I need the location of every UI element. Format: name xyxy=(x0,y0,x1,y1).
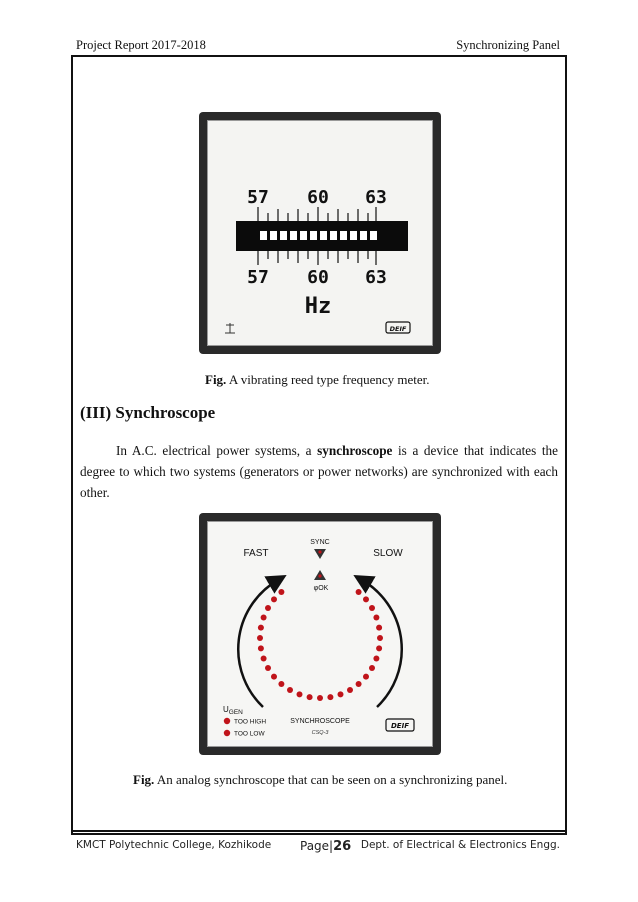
footer-page-number: 26 xyxy=(333,839,352,854)
ring-led xyxy=(287,687,293,693)
ring-led xyxy=(356,589,362,595)
header-left: Project Report 2017-2018 xyxy=(76,38,206,52)
sync-led-top xyxy=(318,550,321,553)
scale-bottom-57: 57 xyxy=(247,267,269,288)
scale-bottom-63: 63 xyxy=(365,267,387,288)
synchroscope-image xyxy=(199,513,441,755)
frequency-meter-image xyxy=(199,112,441,354)
sync-label: SYNC xyxy=(310,539,330,546)
para-text-after: is a device that indicates the degree to which two systems (generators or power networks) are synchronized with each other. xyxy=(80,443,558,500)
deif-logo-2: DEIF xyxy=(391,722,409,730)
ring-led xyxy=(261,615,267,621)
synchroscope-model: CSQ-3 xyxy=(311,730,329,736)
ring-led xyxy=(373,615,379,621)
ring-led xyxy=(278,681,284,687)
ring-led xyxy=(317,695,323,701)
too-low-led xyxy=(224,730,230,736)
bottom-ticks xyxy=(258,251,376,265)
ring-led xyxy=(369,665,375,671)
footer-rule xyxy=(71,830,567,832)
ring-led xyxy=(347,687,353,693)
footer-rule-2 xyxy=(71,833,567,835)
synchroscope-face xyxy=(207,521,433,747)
ring-led xyxy=(327,694,333,700)
scale-bottom-60: 60 xyxy=(307,267,329,288)
ring-led xyxy=(338,691,344,697)
ring-led xyxy=(297,691,303,697)
footer-page-label: Page| xyxy=(300,839,334,853)
ugen-sub: GEN xyxy=(228,709,243,716)
footer-right: Dept. of Electrical & Electronics Engg. xyxy=(360,839,560,851)
ring-led xyxy=(356,681,362,687)
led-ring xyxy=(257,589,383,701)
ring-led xyxy=(376,645,382,651)
footer-left: KMCT Polytechnic College, Kozhikode xyxy=(76,839,272,851)
top-ticks xyxy=(258,207,376,221)
too-high-led xyxy=(224,718,230,724)
antenna-icon xyxy=(225,323,235,333)
ring-led xyxy=(265,605,271,611)
figure1-caption-label: Fig. xyxy=(205,372,227,387)
figure2-caption-label: Fig. xyxy=(133,772,155,787)
header-right: Synchronizing Panel xyxy=(456,38,560,52)
ring-led xyxy=(265,665,271,671)
footer-page xyxy=(300,839,351,854)
slow-label: SLOW xyxy=(373,548,403,559)
ring-led xyxy=(258,625,264,631)
ring-led xyxy=(376,625,382,631)
section-paragraph xyxy=(80,440,558,503)
ugen-label: $U_{GEN}$ xyxy=(223,705,243,716)
synchroscope-name: SYNCHROSCOPE xyxy=(290,718,350,725)
para-bold-term: synchroscope xyxy=(317,443,393,458)
scale-top-60: 60 xyxy=(307,187,329,208)
frequency-meter-face xyxy=(207,120,433,346)
ring-led xyxy=(271,674,277,680)
ring-led xyxy=(363,596,369,602)
figure2-caption xyxy=(133,772,507,788)
figure1-caption-text: A vibrating reed type frequency meter. xyxy=(226,372,430,387)
section-title: (III) Synchroscope xyxy=(80,403,216,422)
ring-led xyxy=(377,635,383,641)
ok-led xyxy=(318,574,321,577)
ring-led xyxy=(261,656,267,662)
ring-led xyxy=(373,656,379,662)
unit-hz: Hz xyxy=(304,294,332,319)
ring-led xyxy=(258,645,264,651)
ring-led xyxy=(363,674,369,680)
too-high-label: TOO HIGH xyxy=(234,718,267,726)
figure2-caption-text: An analog synchroscope that can be seen on a synchronizing panel. xyxy=(154,772,508,787)
synchroscope-drawing xyxy=(208,522,432,746)
figure1-caption xyxy=(205,372,430,388)
ring-led xyxy=(307,694,313,700)
ring-led xyxy=(278,589,284,595)
ring-led xyxy=(257,635,263,641)
fast-label: FAST xyxy=(243,548,269,559)
ring-led xyxy=(271,596,277,602)
deif-logo: DEIF xyxy=(389,325,407,333)
scale-top-63: 63 xyxy=(365,187,387,208)
ok-label: φOK xyxy=(313,585,329,592)
ring-led xyxy=(369,605,375,611)
frequency-meter-drawing xyxy=(208,121,432,345)
scale-top-57: 57 xyxy=(247,187,269,208)
too-low-label: TOO LOW xyxy=(234,730,265,738)
para-text-before: In A.C. electrical power systems, a xyxy=(116,443,318,458)
